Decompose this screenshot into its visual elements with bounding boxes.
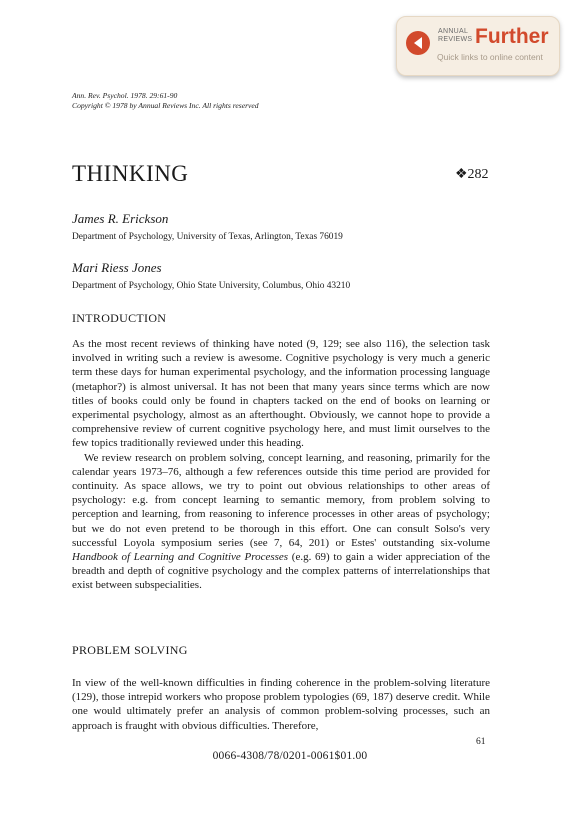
badge-publisher: [438, 28, 472, 44]
introduction-body: [72, 337, 490, 593]
badge-further-word: Further: [475, 25, 549, 48]
chapter-mark: ❖282: [455, 167, 489, 182]
author-affiliation: Department of Psychology, University of Texas, Arlington, Texas 76019: [72, 232, 343, 242]
paragraph: In view of the well-known difficulties in finding coherence in the problem-solving literature (129), those intrepid workers who propose problem typologies (69, 187) deserve credit. While one would ultimately prefer an analysis of common problem-solving processes, such an approach is fraught with obvious difficulties. Therefore,: [72, 677, 490, 732]
problem-solving-body: [72, 676, 490, 733]
author-name: James R. Erickson: [72, 211, 169, 226]
author-affiliation: Department of Psychology, Ohio State University, Columbus, Ohio 43210: [72, 281, 351, 291]
paragraph-text: We review research on problem solving, concept learning, and reasoning, primarily for the calendar years 1973–76, although a few references outside this time period are provided for continuity. As space allows, we try to point out obvious relationships to other areas of psychology: e.g. from concept learning to semantic memory, from problem solving to perception and learning, from reasoning to inference processes in other areas of psychology; but we do not even pretend to be thorough in this effort. One can consult Solso's very successful Loyola symposium series (see 7, 64, 201) or Estes' outstanding six-volume: [72, 451, 490, 549]
paragraph-text: (e.g. 69) to gain a wider appreciation of the breadth and depth of cognitive psychology and the complex patterns of interrelationships that exist between subspecialities.: [72, 551, 491, 592]
book-title: Handbook of Learning and Cognitive Processes: [72, 551, 289, 564]
paragraph: [72, 451, 490, 593]
citation-block: [72, 91, 259, 111]
section-heading-problem-solving: PROBLEM SOLVING: [72, 643, 188, 657]
badge-annual: ANNUAL: [438, 28, 469, 35]
badge-tagline: Quick links to online content: [437, 52, 543, 62]
footer-code: 0066-4308/78/0201-0061$01.00: [212, 750, 368, 762]
paragraph: As the most recent reviews of thinking have noted (9, 129; see also 116), the selection task involved in writing such a review is awesome. Cognitive psychology is very much a generic term these days for human experimental psychology, and the information processing language (metaphor?) is almost universal. It has not been that many years since terms which are now titles of books could only be found in chapters tacked on the end of books on learning or experimental psychology, almost as an afterthought. Obviously, we cannot hope to provide a comprehensive review of current cognitive psychology here, and must limit ourselves to the few topics traditionally reviewed under this heading.: [72, 338, 490, 450]
further-badge[interactable]: [396, 16, 560, 76]
article-title: THINKING: [72, 161, 189, 186]
author-name: Mari Riess Jones: [72, 260, 162, 275]
page-number: 61: [476, 737, 486, 747]
back-arrow-icon: [406, 31, 430, 55]
citation-line-1: Ann. Rev. Psychol. 1978. 29:61-90: [72, 91, 178, 100]
badge-reviews: REVIEWS: [438, 36, 473, 43]
citation-line-2: Copyright © 1978 by Annual Reviews Inc. All rights reserved: [72, 101, 259, 110]
section-heading-introduction: INTRODUCTION: [72, 311, 167, 325]
